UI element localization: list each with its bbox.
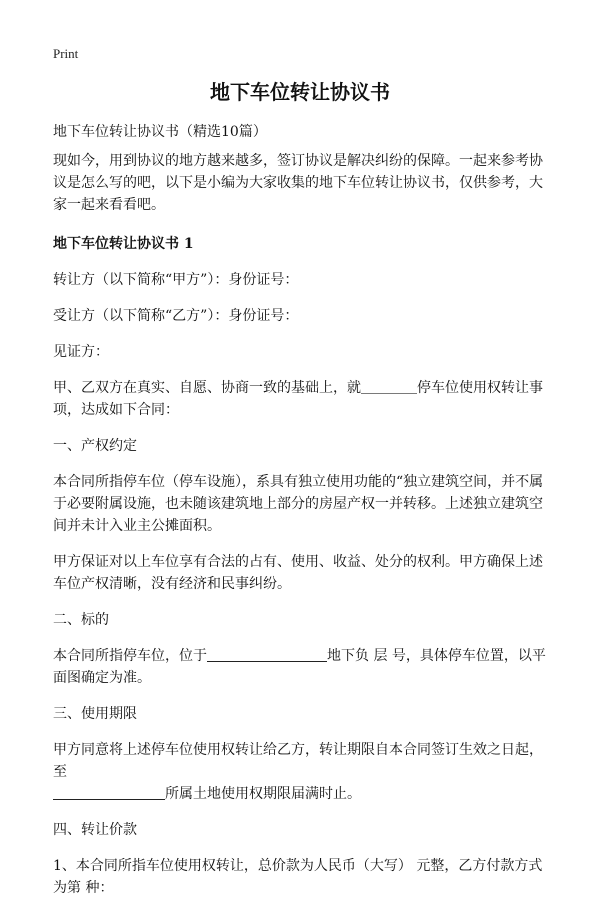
document-title: 地下车位转让协议书 [210,80,390,104]
clause1-paragraph2: 甲方保证对以上车位享有合法的占有、使用、收益、处分的权利。甲方确保上述车位产权清晰，没有经济和民事纠纷。 [53,554,543,592]
intro-paragraph: 现如今，用到协议的地方越来越多，签订协议是解决纠纷的保障。一起来参考协议是怎么写的吧，以下是小编为大家收集的地下车位转让协议书，仅供参考，大家一起来看看吧。 [53,153,543,213]
witness-line: 见证方： [53,344,109,360]
document-body [53,121,553,899]
clause3-paragraph-line1: 甲方同意将上述停车位使用权转让给乙方，转让期限自本合同签订生效之日起，至 [53,742,543,780]
clause4-heading: 四、转让价款 [53,822,137,838]
clause2-text-after: 地下负 层 号，具体停车位置，以平面图确定为准。 [53,648,546,686]
clause4-paragraph: 1、本合同所指车位使用权转让，总价款为人民币（大写） 元整，乙方付款方式为第 种： [53,858,543,896]
clause3-heading: 三、使用期限 [53,706,137,722]
clause1-heading: 一、产权约定 [53,438,137,454]
date-blank [53,785,165,800]
clause2-paragraph [53,645,553,689]
transferor-line: 转让方（以下简称“甲方”）：身份证号： [53,272,299,288]
location-blank [207,647,327,662]
transferee-line: 受让方（以下简称“乙方”）：身份证号： [53,308,299,324]
document-subtitle: 地下车位转让协议书（精选10篇） [53,124,267,140]
clause3-text-after: 所属土地使用权期限届满时止。 [165,786,361,802]
clause1-paragraph1: 本合同所指停车位（停车设施），系具有独立使用功能的“独立建筑空间，并不属于必要附属设施，也未随该建筑地上部分的房屋产权一并转移。上述独立建筑空间并未计入业主公摊面积。 [53,474,544,534]
agreement-intro: 甲、乙双方在真实、自愿、协商一致的基础上，就＿＿＿＿停车位使用权转让事项，达成如下合同： [53,380,543,418]
clause3-paragraph-line2 [53,783,553,805]
clause2-text-before: 本合同所指停车位，位于 [53,648,207,664]
print-label: Print [53,46,79,61]
clause2-heading: 二、标的 [53,612,109,628]
section-title: 地下车位转让协议书 1 [53,236,194,252]
